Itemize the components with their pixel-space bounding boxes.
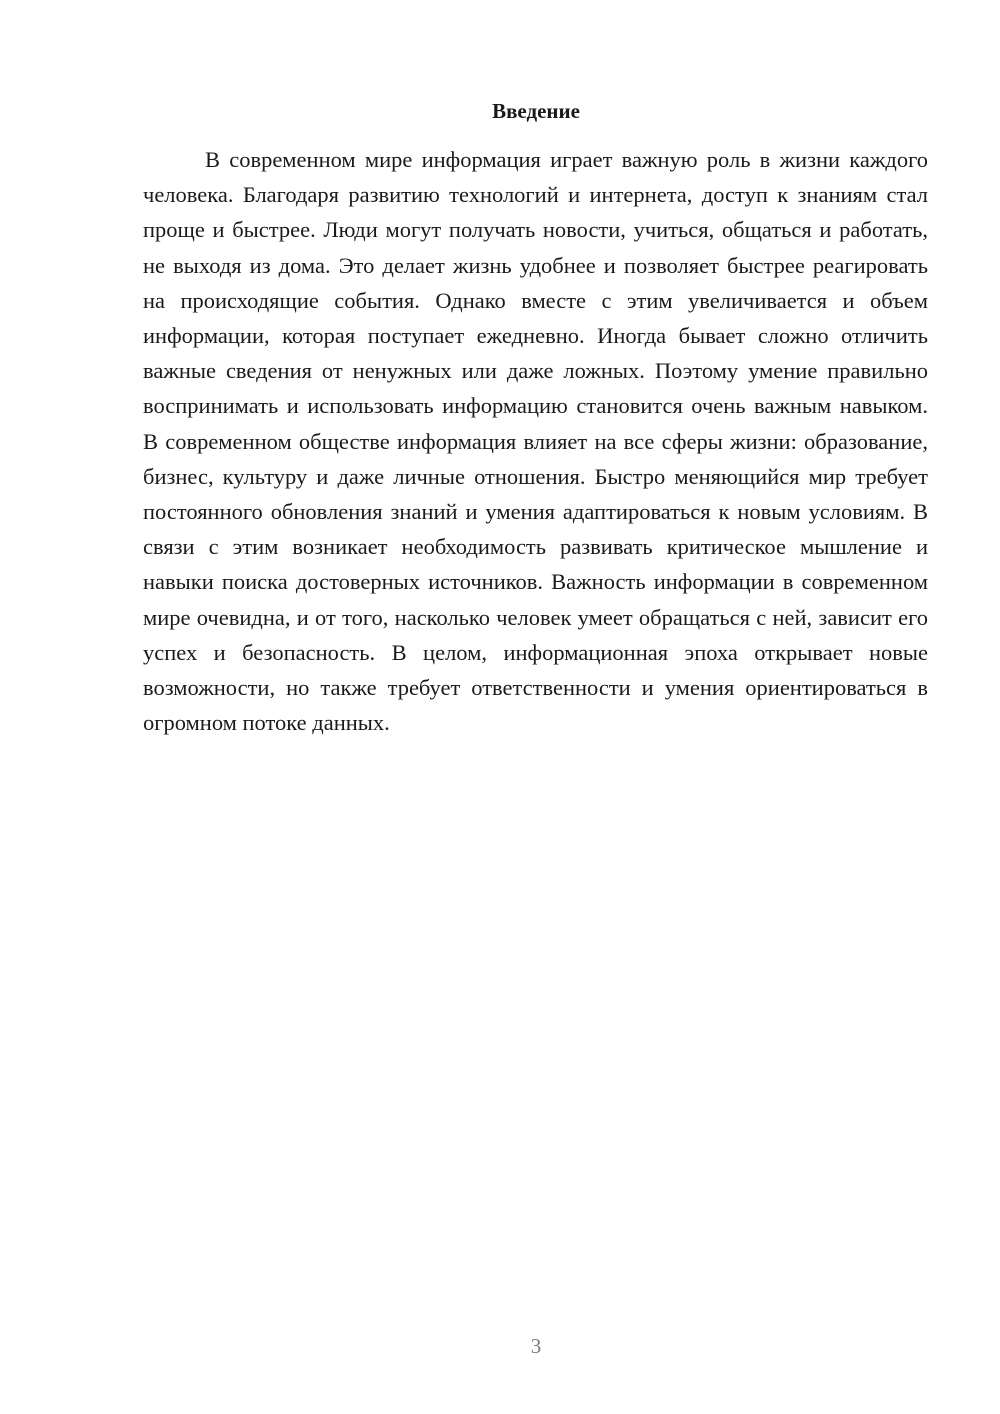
page-number: 3 (530, 1334, 542, 1358)
body-paragraph: В современном мире информация играет важную роль в жизни каждого человека. Благодаря развитию технологий и интернета, доступ к знаниям стал проще и быстрее. Люди могут получать новости, учиться, общаться и работать, не выходя из дома. Это делает жизнь удобнее и позволяет быстрее реагировать на происходящие события. Однако вместе с этим увеличивается и объем информации, которая поступает ежедневно. Иногда бывает сложно отличить важные сведения от ненужных или даже ложных. Поэтому умение правильно воспринимать и использовать информацию становится очень важным навыком. В современном обществе информация влияет на все сферы жизни: образование, бизнес, культуру и даже личные отношения. Быстро меняющийся мир требует постоянного обновления знаний и умения адаптироваться к новым условиям. В связи с этим возникает необходимость развивать критическое мышление и навыки поиска достоверных источников. Важность информации в современном мире очевидна, и от того, насколько человек умеет обращаться с ней, зависит его успех и безопасность. В целом, информационная эпоха открывает новые возможности, но также требует ответственности и умения ориентироваться в огромном потоке данных. (143, 147, 928, 736)
section-heading: Введение (492, 99, 580, 123)
